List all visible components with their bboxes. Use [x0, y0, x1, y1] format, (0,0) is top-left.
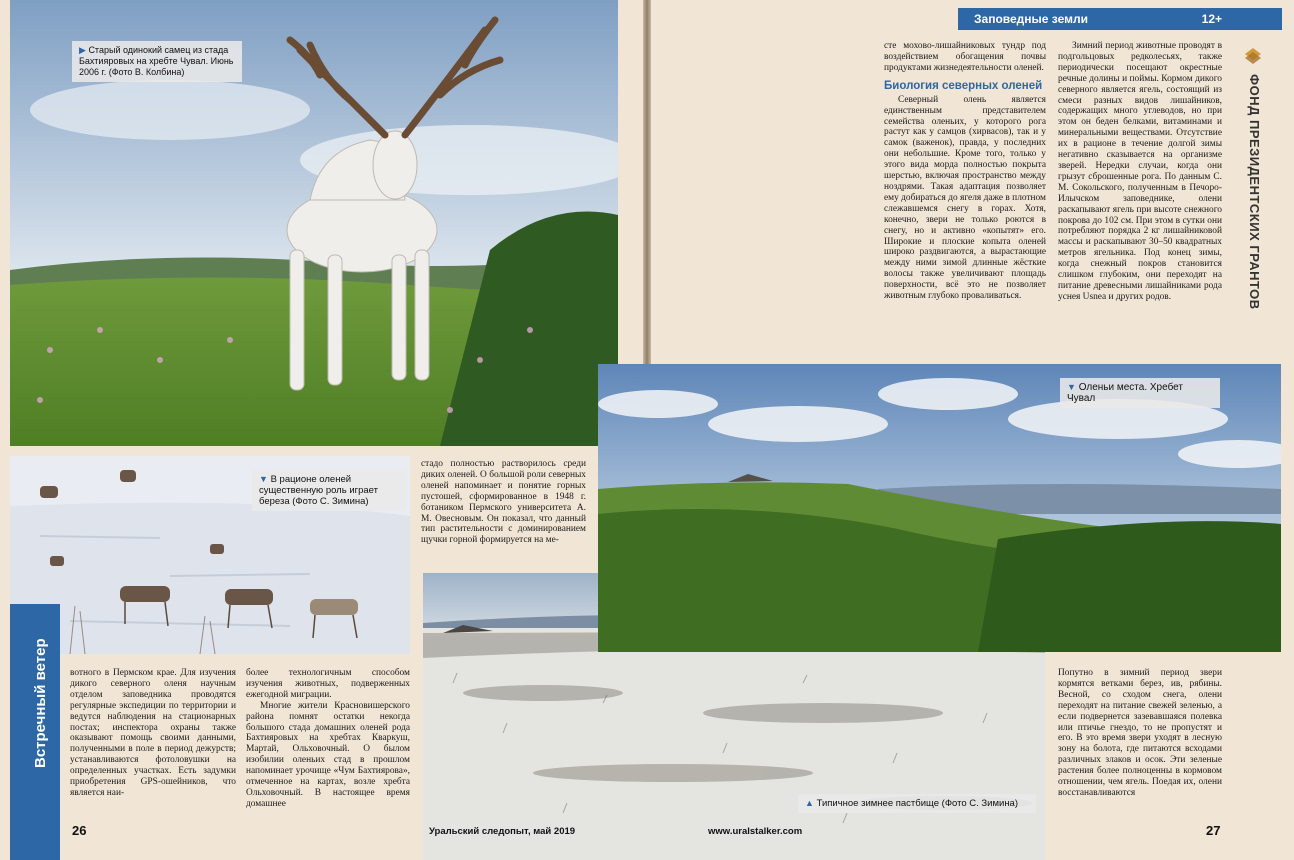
- caption-reindeer-text: Старый одинокий самец из стада Бахтияровых на хребте Чувал. Июнь 2006 г. (Фото В. Колбина): [79, 45, 234, 77]
- page-number-right: 27: [1206, 823, 1221, 838]
- section-title-right: Заповедные земли: [974, 12, 1088, 26]
- caption-places-text: Оленьи места. Хребет Чувал: [1067, 382, 1183, 404]
- paragraph: сте мохово-лишайниковых тундр под воздействием обогащения почвы продуктами жизнедеятельности оленей.: [884, 41, 1046, 73]
- triangle-up-icon: ▲: [805, 798, 814, 808]
- paragraph: Попутно в зимний период звери кормятся ветками берез, ив, рябины. Весной, со сходом снега, олени переходят на питание свежей зеленью, а если подвернется зазевавшаяся полевка или птичье гнездо, то не пропустят и его. В это время звери уходят в лесную зону на болота, где питаются всходами различных злаков и осок. Эти зеленые растения более полноценны в кормовом отношении, чем ягель. Поедая их, олени восстанавливаются: [1058, 668, 1222, 798]
- paragraph: Зимний период животные проводят в подгольцовых редколесьях, также периодически посещают окрестные речные долины и поймы. Кормом дикого северного является ягель, состоящий из смеси разных видов лишайников, содержащих много углеводов, но при этом он беден белками, витаминами и минеральными веществами. Отсутствие их в рационе в течение долгой зимы негативно сказывается на организме зверей. Нередки случаи, когда они грызут сброшенные рога. По данным С. М. Сокольского, полученным в Печоро-Илычском заповеднике, олени раскапывают ягель при высоте снежного покрова до 102 см. При этом в сутки они потребляют порядка 2 кг лишайниковой массы и раскапывают 30–50 квадратных метров ягельника. Под конец зимы, когда снежный покров становится слишком глубоким, они переходят на питание древесными лишайниками рода уснея Usnea и других родов.: [1058, 41, 1222, 302]
- footer-url[interactable]: www.uralstalker.com: [708, 826, 803, 837]
- triangle-down-icon: ▼: [1067, 382, 1076, 392]
- paragraph: стадо полностью растворилось среди диких оленей. О большой роли северных оленей напоминает и понятие горных пустошей, сформированное в 1948 г. ботаником Пермского университета А. М. Овесновым. Он показал, что данный тип растительности с доминированием щучки горной формируется на ме-: [421, 459, 586, 546]
- caption-birch-text: В рационе оленей существенную роль играет береза (Фото С. Зимина): [259, 474, 378, 507]
- triangle-down-icon: ▼: [259, 474, 268, 484]
- paragraph: вотного в Пермском крае. Для изучения дикого северного оленя научным отделом заповедника проводятся регулярные экспедиции по территории и ведутся наблюдения на стационарных постах; инспектора охраны также оказывают помощь своими данными, полученными в поле в период дежурств; устанавливаются фотоловушки на определенных участках. Есть задумки приобретения GPS-ошейников, что является наи-: [70, 668, 236, 798]
- paragraph: Многие жители Красновишерского района помнят остатки некогда большого стада домашних оленей рода Бахтияровых на хребтах Кваркуш, Мартай, Ольховочный. О былом изобилии оленьих стад в прошлом напоминает урочище «Чум Бахтиярова», отмеченное на картах, возле хребта Ольховочный. В настоящее время домашнее: [246, 700, 410, 809]
- caption-reindeer: [72, 41, 242, 82]
- caption-pasture: [798, 794, 1036, 813]
- rubric-label: Встречный ветер: [32, 638, 49, 768]
- caption-places: [1060, 378, 1220, 408]
- text-col-right-1: [884, 41, 1046, 359]
- text-col-right-bottom: [1058, 668, 1222, 818]
- page-number-left: 26: [72, 823, 87, 838]
- text-col-left-mid: [421, 459, 586, 571]
- fund-logo-icon: [1243, 46, 1263, 66]
- header-right: [958, 8, 1282, 30]
- section-heading: Биология северных оленей: [884, 79, 1043, 92]
- triangle-right-icon: ▶: [79, 45, 86, 55]
- paragraph: более технологичным способом изучения животных, подверженных ежегодной миграции.: [246, 668, 410, 700]
- caption-birch: [252, 470, 406, 511]
- text-col-left-bottom-1: [70, 668, 236, 818]
- text-col-left-bottom-2: [246, 668, 410, 818]
- age-rating-right: 12+: [1201, 12, 1222, 26]
- fund-vertical-label-right: ФОНД ПРЕЗИДЕНТСКИХ ГРАНТОВ: [1247, 74, 1262, 310]
- footer-magazine: Уральский следопыт, май 2019: [429, 826, 576, 837]
- paragraph: Северный олень является единственным представителем семейства оленьих, у которого рога растут как у самцов (хирвасов), так и у самок (важенок), правда, у последних они небольшие. Кроме того, только у этого вида морда полностью покрыта шерстью, включая пространство между ноздрями. Такая адаптация позволяет ему добираться до ягеля даже в плотном слежавшемся снегу в горах. Хотя, конечно, звери не только роются в снегу, но и активно «копытят» его. Широкие и плоские копыта оленей широко раздвигаются, а вырастающие между ними зимой длинные жёсткие волосы также увеличивают площадь поверхности, всё это не позволяет животным глубоко проваливаться.: [884, 94, 1046, 302]
- caption-pasture-text: Типичное зимнее пастбище (Фото С. Зимина): [816, 798, 1019, 809]
- text-col-right-2: [1058, 41, 1222, 359]
